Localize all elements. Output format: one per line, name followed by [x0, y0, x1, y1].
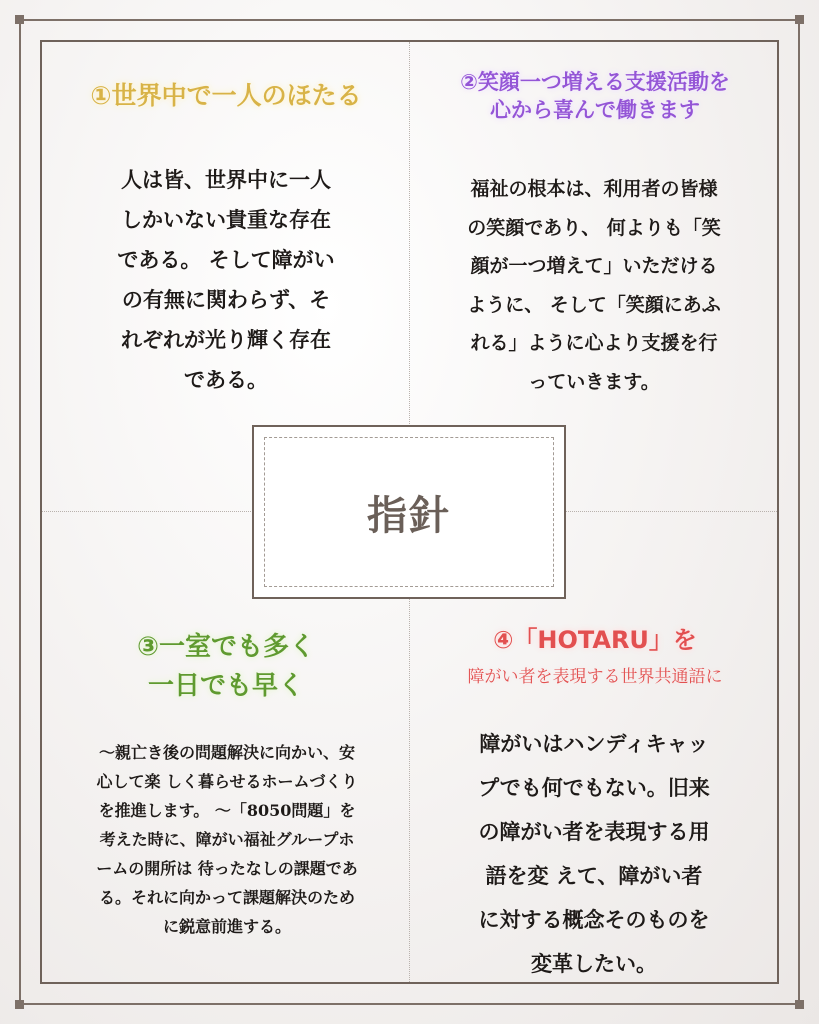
section-1-body-line: 人は皆、世界中に一人 — [121, 167, 331, 192]
section-2-body-line: 福祉の根本は、利用者の皆様 — [470, 178, 718, 200]
section-2-body-line: の笑顔であり、 何よりも「笑 — [467, 216, 721, 239]
section-4-body-line: の障がい者を表現する用 — [478, 819, 710, 844]
section-3-body-line: ームの開所は 待ったなしの課題であ — [96, 859, 358, 878]
section-1-body-line: しかいない貴重な存在 — [121, 207, 331, 232]
section-4-body-line: に対する概念そのものを — [478, 907, 710, 932]
section-1-body-line: れぞれが光り輝く存在 — [121, 327, 331, 352]
section-3-heading — [46, 628, 406, 706]
section-3-heading-line: 一日でも早く — [147, 671, 304, 701]
section-4-body-line: プでも何でもない。旧来 — [478, 775, 710, 800]
section-2-heading — [412, 68, 778, 125]
section-1-body — [72, 160, 380, 400]
section-2-heading-line: ②笑顔一つ増える支援活動を — [460, 70, 730, 94]
section-3-body-line: ～親亡き後の問題解決に向かい、安 — [98, 743, 355, 762]
section-1-body-line: の有無に関わらず、そ — [121, 287, 331, 312]
section-2-body-line: れる」ように心より支援を行 — [470, 332, 718, 354]
section-4-body — [430, 722, 758, 986]
section-2-heading-line: 心から喜んで働きます — [490, 98, 700, 123]
section-1-heading — [46, 80, 406, 113]
center-title: 指針 — [367, 491, 451, 539]
section-4-body-line: 障がいはハンディキャッ — [479, 731, 709, 756]
section-4-heading: ④「HOTARU」を — [493, 626, 697, 654]
section-1-body-line: である。 — [184, 367, 268, 392]
section-3-heading-line: ③一室でも多く — [136, 632, 315, 662]
section-1-body-line: である。 そして障がい — [117, 247, 335, 272]
corner-ornament — [15, 1000, 24, 1009]
section-3-body-line: を推進します。 ～「8050問題」を — [98, 801, 356, 820]
corner-ornament — [15, 15, 24, 24]
section-4-body-line: 変革したい。 — [531, 951, 657, 976]
corner-ornament — [795, 15, 804, 24]
section-3-body-line: 考えた時に、障がい福祉グループホ — [99, 830, 355, 849]
section-3-body-line: に鋭意前進する。 — [162, 917, 291, 936]
section-4-subheading: 障がい者を表現する世界共通語に — [467, 667, 723, 687]
section-2-body — [420, 170, 768, 401]
section-3-body-line: 心して楽 しく暮らせるホームづくり — [96, 772, 358, 791]
section-2-body-line: っていきます。 — [528, 370, 660, 393]
center-title-inner-border — [264, 437, 554, 587]
section-3-body — [52, 738, 402, 941]
section-1-heading-line: ①世界中で一人のほたる — [90, 81, 362, 110]
section-2-body-line: 顔が一つ増えて」いただける — [470, 255, 718, 277]
section-2-body-line: ように、 そして「笑顔にあふ — [467, 293, 721, 316]
section-4-body-line: 語を変 えて、障がい者 — [485, 863, 703, 888]
section-3-body-line: る。それに向かって課題解決のため — [98, 888, 355, 907]
center-title-box — [252, 425, 566, 599]
corner-ornament — [795, 1000, 804, 1009]
